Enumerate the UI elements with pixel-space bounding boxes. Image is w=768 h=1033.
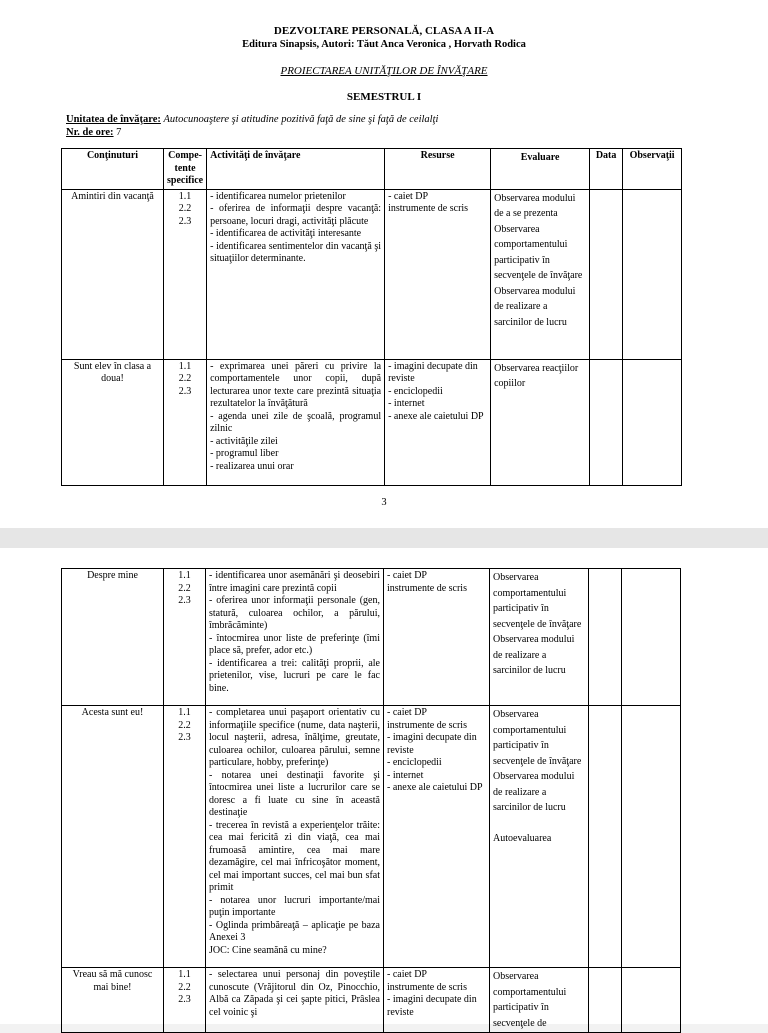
- cell-competences: [164, 968, 206, 1033]
- cell-competences: [164, 359, 207, 485]
- cell-evaluation-line: Observarea comportamentului participativ în secvenţele de învăţare: [493, 709, 582, 767]
- cell-evaluation-line: Observarea modului de realizare a sarcinilor de lucru: [493, 771, 575, 813]
- cell-resources-line: - caiet DP: [387, 969, 427, 980]
- cell-date: [589, 706, 622, 968]
- cell-activities-line: - Oglinda primbăreaţă – aplicaţie pe baza Anexei 3: [209, 919, 380, 943]
- cell-competences-line: 2.2: [178, 582, 191, 594]
- col-header-competences: Compe-tente specifice: [164, 149, 207, 190]
- cell-evaluation: [490, 706, 589, 968]
- col-header-observations: Observaţii: [623, 149, 682, 190]
- cell-resources-line: - imagini decupate din reviste: [387, 732, 477, 756]
- cell-competences-line: 1.1: [178, 190, 192, 202]
- col-header-activities: Activităţi de învăţare: [207, 149, 385, 190]
- cell-resources: [384, 968, 490, 1033]
- cell-observations: [622, 968, 681, 1033]
- cell-resources-line: - anexe ale caietului DP: [387, 782, 483, 793]
- cell-resources-line: - internet: [388, 398, 425, 409]
- cell-evaluation: [491, 189, 590, 359]
- cell-competences-line: 2.3: [178, 215, 192, 227]
- cell-activities: [206, 706, 384, 968]
- cell-resources: [385, 359, 491, 485]
- cell-activities-line: - identificarea de activităţi interesante: [210, 228, 362, 239]
- cell-resources-line: - internet: [387, 769, 424, 781]
- cell-activities-line: - oferirea unor informaţii personale (gen, statură, culoarea ochilor, a părului, îmbrăcăminte): [209, 595, 380, 631]
- cell-activities-line: - completarea unui paşaport orientativ cu informaţiile specifice (nume, data naşterii, locul naşterii, adresa, înălţime, greutate, culoarea ochilor, culoarea părului, semne particulare, hobby, preferinţe): [209, 707, 380, 768]
- cell-activities-line: - activităţile zilei: [210, 435, 278, 447]
- cell-resources-line: - anexe ale caietului DP: [388, 410, 484, 422]
- cell-activities: [206, 569, 384, 706]
- table-body-page-2: [62, 569, 681, 1033]
- hours-label: Nr. de ore:: [66, 127, 114, 138]
- unit-info: [66, 113, 438, 139]
- cell-activities-line: - trecerea în revistă a experienţelor trăite: cea mai fericită zi din viaţă, cea mai frumoasă amintire, cea mai mare dezamăgire, cel mai înfricoşător moment, cel mai important succes, cel mai bun sfat primit: [209, 819, 380, 893]
- page-separator: [0, 528, 768, 548]
- cell-activities-line: - notarea unei destinaţii favorite şi întocmirea unei liste a lucrurilor care se doresc a fi luate cu sine în această destinaţie: [209, 769, 380, 818]
- cell-competences-line: 2.2: [178, 373, 192, 384]
- cell-evaluation-line: Autoevaluarea: [493, 833, 552, 844]
- table-body-page-1: [62, 189, 682, 485]
- cell-activities-line: - identificarea a trei: calităţi proprii, ale prietenilor, vise, lucruri pe care le fac bine.: [209, 657, 380, 694]
- cell-resources-line: - caiet DP: [388, 190, 429, 202]
- cell-activities-line: - întocmirea unor liste de preferinţe (îmi place să, prefer, ador etc.): [209, 632, 380, 656]
- cell-competences-line: 1.1: [178, 969, 191, 980]
- table-row: [62, 706, 681, 968]
- cell-evaluation-line: Observarea reacţiilor copiilor: [494, 362, 579, 389]
- col-header-content: Conţinuturi: [62, 149, 164, 190]
- cell-competences-line: 1.1: [178, 360, 192, 372]
- cell-date: [589, 569, 622, 706]
- cell-evaluation: [490, 569, 589, 706]
- cell-resources-line: - caiet DP: [387, 707, 427, 718]
- cell-activities-line: - programul liber: [210, 448, 279, 459]
- cell-resources-line: - imagini decupate din reviste: [388, 360, 478, 384]
- cell-resources-line: instrumente de scris: [387, 719, 467, 731]
- cell-competences-line: 1.1: [178, 570, 191, 581]
- cell-competences-line: 2.2: [178, 203, 192, 214]
- cell-activities-line: - identificarea sentimentelor din vacanţă şi situaţiilor determinante.: [210, 240, 382, 264]
- cell-resources-line: instrumente de scris: [387, 981, 467, 993]
- col-header-resources: Resurse: [385, 149, 491, 190]
- cell-activities: [207, 359, 385, 485]
- cell-evaluation-line: Observarea modului de realizare a sarcinilor de lucru: [493, 634, 575, 676]
- cell-evaluation: [490, 968, 589, 1033]
- table-header-row: [62, 149, 682, 190]
- cell-evaluation-line: Observarea comportamentului participativ în secvenţele de: [493, 971, 567, 1029]
- semester-title: SEMESTRUL I: [346, 91, 422, 103]
- hours-value: 7: [113, 127, 122, 138]
- cell-resources: [384, 706, 490, 968]
- cell-resources-line: - enciclopedii: [387, 757, 442, 768]
- unit-value: Autocunoaştere şi atitudine pozitivă faţă de sine şi faţă de ceilalţi: [163, 114, 439, 125]
- cell-resources-line: - caiet DP: [387, 570, 427, 581]
- table-row: [62, 569, 681, 706]
- cell-evaluation-line: Observarea comportamentului participativ în secvenţele de învăţare: [493, 572, 582, 630]
- table-row: [62, 189, 682, 359]
- cell-evaluation-line: Observarea comportamentului participativ în secvenţele de învăţare: [494, 223, 583, 281]
- cell-competences: [164, 569, 206, 706]
- cell-activities-line: - selectarea unui personaj din poveştile cunoscute (Vrăjitorul din Oz, Pinocchio, Albă ca Zăpada şi cei şapte pitici, Prâslea cel voinic şi: [209, 969, 380, 1018]
- unit-label: Unitatea de învăţare:: [66, 114, 161, 125]
- cell-content: Acesta sunt eu!: [62, 706, 164, 968]
- cell-content: Despre mine: [62, 569, 164, 706]
- cell-resources-line: instrumente de scris: [388, 203, 469, 214]
- cell-competences: [164, 189, 207, 359]
- cell-activities-line: JOC: Cine seamănă cu mine?: [209, 944, 327, 956]
- cell-observations: [622, 706, 681, 968]
- cell-date: [589, 968, 622, 1033]
- cell-competences-line: 2.2: [178, 719, 191, 731]
- cell-activities-line: - agenda unei zile de şcoală, programul zilnic: [210, 410, 382, 434]
- cell-observations: [623, 189, 682, 359]
- cell-resources-line: - enciclopedii: [388, 385, 443, 397]
- cell-activities-line: - exprimarea unei păreri cu privire la comportamentele unor copii, după lecturarea unor texte care prezintă situaţia rezultatelor la învăţătură: [210, 360, 382, 409]
- cell-competences-line: 2.3: [178, 595, 191, 606]
- cell-activities: [207, 189, 385, 359]
- cell-resources: [385, 189, 491, 359]
- cell-competences-line: 2.2: [178, 981, 191, 993]
- cell-competences-line: 2.3: [178, 385, 192, 397]
- cell-observations: [623, 359, 682, 485]
- cell-resources-line: - imagini decupate din reviste: [387, 994, 477, 1018]
- planning-table-page-2: [61, 568, 681, 1033]
- cell-activities-line: - realizarea unui orar: [210, 460, 294, 472]
- cell-activities-line: - oferirea de informaţii despre vacanţă: persoane, locuri dragi, activităţi plăcute: [210, 203, 382, 227]
- cell-content: Sunt elev în clasa a doua!: [62, 359, 164, 485]
- cell-competences: [164, 706, 206, 968]
- cell-resources-line: instrumente de scris: [387, 582, 467, 594]
- table-row: [62, 359, 682, 485]
- cell-date: [590, 359, 623, 485]
- document-header: [0, 24, 768, 104]
- cell-observations: [622, 569, 681, 706]
- page-number: 3: [381, 497, 387, 508]
- col-header-evaluation: Evaluare: [491, 149, 590, 190]
- cell-competences-line: 2.3: [178, 732, 191, 743]
- cell-activities-line: - identificarea unor asemănări şi deosebiri între imagini care prezintă copii: [209, 570, 380, 594]
- document-title: DEZVOLTARE PERSONALĂ, CLASA A II-A: [273, 25, 495, 37]
- document-page-2: [0, 548, 768, 1029]
- cell-evaluation: [491, 359, 590, 485]
- col-header-date: Data: [590, 149, 623, 190]
- planning-table-page-1: [61, 148, 682, 486]
- cell-evaluation-line: [493, 816, 585, 832]
- cell-activities: [206, 968, 384, 1033]
- cell-activities-line: - identificarea numelor prietenilor: [210, 190, 346, 202]
- cell-competences-line: 1.1: [178, 707, 191, 718]
- cell-content: Vreau să mă cunosc mai bine!: [62, 968, 164, 1033]
- table-row: [62, 968, 681, 1033]
- cell-resources: [384, 569, 490, 706]
- cell-evaluation-line: Observarea modului de realizare a sarcinilor de lucru: [494, 285, 576, 328]
- publisher-line: Editura Sinapsis, Autori: Tăut Anca Veronica , Horvath Rodica: [242, 39, 526, 50]
- cell-activities-line: - notarea unor lucruri importante/mai puţin importante: [209, 894, 380, 918]
- cell-competences-line: 2.3: [178, 994, 191, 1005]
- cell-date: [590, 189, 623, 359]
- project-title: PROIECTAREA UNITĂŢILOR DE ÎNVĂŢARE: [280, 65, 488, 77]
- cell-content: Amintiri din vacanţă: [62, 189, 164, 359]
- cell-evaluation-line: Observarea modului de a se prezenta: [494, 192, 576, 219]
